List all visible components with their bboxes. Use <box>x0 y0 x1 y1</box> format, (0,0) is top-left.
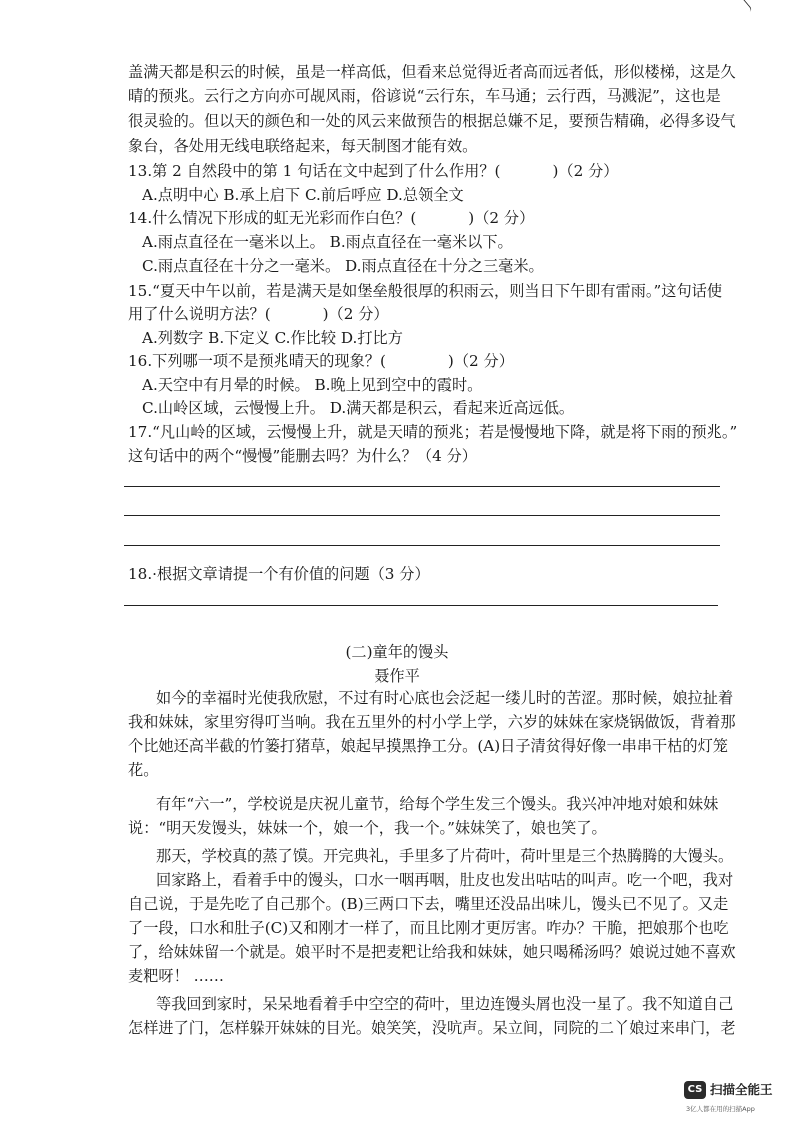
question-14-options-cd: C.雨点直径在十分之一毫米。 D.雨点直径在十分之三毫米。 <box>142 257 544 275</box>
question-15-stem-line1: 15.“夏天中午以前，若是满天是如堡垒般很厚的积雨云，则当日下午即有雷雨。”这句话使 <box>128 282 723 300</box>
answer-line[interactable] <box>124 545 720 546</box>
question-16-options-ab: A.天空中有月晕的时候。 B.晚上见到空中的霞时。 <box>142 376 483 394</box>
scanner-logo-icon: CS <box>684 1081 706 1099</box>
question-14-stem-end: )（2 分） <box>468 209 535 227</box>
answer-line[interactable] <box>124 486 720 487</box>
question-15-stem-start: 用了什么说明方法？( <box>128 305 271 323</box>
passage-line: 自己说，于是先吃了自己那个。(B)三两口下去，嘴里还没品出味儿，馒头已不见了。又走 <box>128 895 729 913</box>
passage-line: 等我回到家时，呆呆地看着手中空空的荷叶，里边连馒头屑也没一星了。我不知道自己 <box>156 995 734 1013</box>
answer-line[interactable] <box>124 605 718 606</box>
question-15-stem-end: )（2 分） <box>322 305 389 323</box>
scanner-app-slogan: 3亿人都在用的扫描App <box>686 1105 755 1113</box>
question-13-stem-end: )（2 分） <box>552 162 619 180</box>
intro-line: 象台，各处用无线电联络起来，每天制图才能有效。 <box>128 137 478 155</box>
question-13-stem-start: 13.第 2 自然段中的第 1 句话在文中起到了什么作用？( <box>128 162 501 180</box>
passage-author: 聂作平 <box>374 667 420 685</box>
answer-line[interactable] <box>124 515 720 516</box>
question-13-options: A.点明中心 B.承上启下 C.前后呼应 D.总领全文 <box>142 186 464 204</box>
intro-line: 很灵验的。但以天的颜色和一处的风云来做预告的根据总嫌不足，要预告精确，必得多设气 <box>128 112 736 130</box>
question-17-line2: 这句话中的两个“慢慢”能删去吗？为什么？（4 分） <box>128 447 477 465</box>
passage-line: 有年“六一”，学校说是庆祝儿童节，给每个学生发三个馒头。我兴冲冲地对娘和妹妹 <box>156 795 719 813</box>
question-16-stem-start: 16.下列哪一项不是预兆晴天的现象？( <box>128 352 386 370</box>
corner-mark <box>732 0 752 19</box>
passage-line: 怎样进了门，怎样躲开妹妹的目光。娘笑笑，没吭声。呆立间，同院的二丫娘过来串门，老 <box>128 1019 736 1037</box>
question-16-stem-end: )（2 分） <box>447 352 514 370</box>
passage-line: 我和妹妹，家里穷得叮当响。我在五里外的村小学上学，六岁的妹妹在家烧锅做饭，背着那 <box>128 713 736 731</box>
question-15-options: A.列数字 B.下定义 C.作比较 D.打比方 <box>142 329 403 347</box>
passage-line: 花。 <box>128 761 159 779</box>
question-18-line1: 18.·根据文章请提一个有价值的问题（3 分） <box>128 565 430 583</box>
question-14-options-ab: A.雨点直径在一毫米以上。 B.雨点直径在一毫米以下。 <box>142 233 513 251</box>
intro-line: 盖满天都是积云的时候，虽是一样高低，但看来总觉得近者高而远者低，形似楼梯，这是久 <box>128 63 736 81</box>
question-16-options-cd: C.山岭区域，云慢慢上升。 D.满天都是积云，看起来近高远低。 <box>142 399 575 417</box>
passage-line: 如今的幸福时光使我欣慰，不过有时心底也会泛起一缕儿时的苦涩。那时候，娘拉扯着 <box>156 689 734 707</box>
passage-line: 回家路上，看着手中的馒头，口水一咽再咽，肚皮也发出咕咕的叫声。吃一个吧，我对 <box>156 871 734 889</box>
question-14-stem-start: 14.什么情况下形成的虹无光彩而作白色？( <box>128 209 417 227</box>
question-15-stem-line2 <box>128 304 389 324</box>
intro-line: 晴的预兆。云行之方向亦可觇风雨，俗谚说“云行东，车马通；云行西，马溅泥”，这也是 <box>128 87 721 105</box>
question-17-line1: 17.“凡山岭的区域，云慢慢上升，就是天晴的预兆；若是慢慢地下降，就是将下雨的预兆。” <box>128 423 738 441</box>
question-14-stem <box>128 208 534 228</box>
question-13-stem <box>128 161 618 181</box>
passage-line: 那天，学校真的蒸了馍。开完典礼，手里多了片荷叶，荷叶里是三个热腾腾的大馒头。 <box>156 847 734 865</box>
scanner-app-name: 扫描全能王 <box>710 1082 773 1097</box>
passage-title: (二)童年的馒头 <box>345 643 449 661</box>
passage-line: 说：“明天发馒头，妹妹一个，娘一个，我一个。”妹妹笑了，娘也笑了。 <box>128 819 607 837</box>
scanner-watermark <box>684 1075 788 1119</box>
passage-line: 了一段，口水和肚子(C)又和刚才一样了，而且比刚才更厉害。咋办？干脆，把娘那个也吃 <box>128 919 729 937</box>
passage-line: 个比她还高半截的竹篓打猪草，娘起早摸黑挣工分。(A)日子清贫得好像一串串干枯的灯笼 <box>128 737 728 755</box>
passage-line: 了，给妹妹留一个就是。娘平时不是把麦粑让给我和妹妹，她只喝稀汤吗？娘说过她不喜欢 <box>128 943 736 961</box>
question-16-stem <box>128 351 514 371</box>
passage-line: 麦粑呀！ …… <box>128 967 224 985</box>
